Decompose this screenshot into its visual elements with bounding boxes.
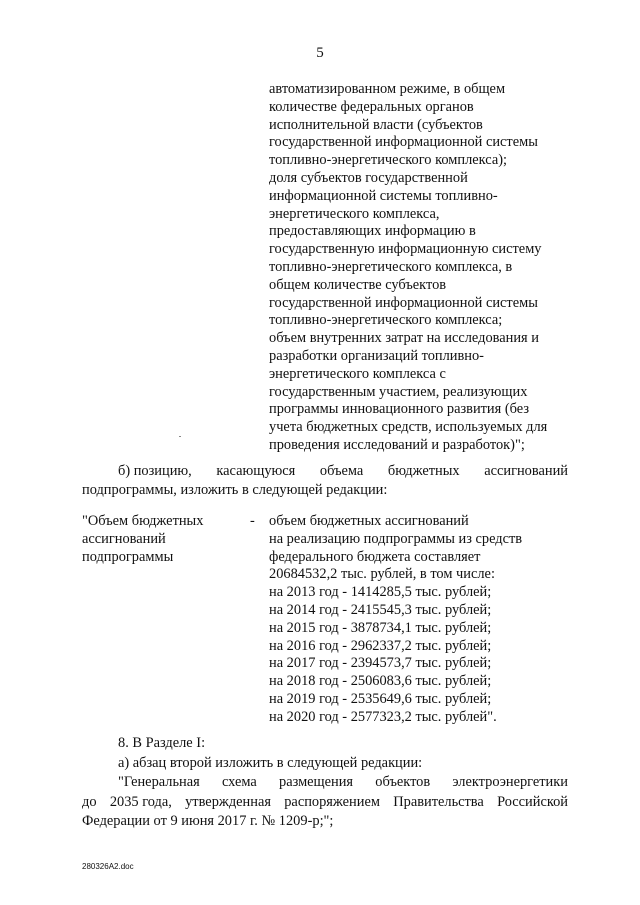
word: "Генеральная <box>118 774 200 790</box>
word: до <box>82 793 97 810</box>
paragraph-b-line1 <box>82 462 568 481</box>
word: объектов <box>375 774 431 790</box>
text-line: государственным участием, реализующих <box>269 383 528 400</box>
word: бюджетных <box>387 463 460 479</box>
word: касающуюся <box>216 463 296 479</box>
text-line: общем количестве субъектов <box>269 276 447 293</box>
text-line: разработки организаций топливно- <box>269 347 484 364</box>
paragraph-b-line2: подпрограммы, изложить в следующей редакции: <box>82 482 388 498</box>
text-line: энергетического комплекса, <box>269 205 440 222</box>
value-line: на 2014 год - 2415545,3 тыс. рублей; <box>269 601 492 618</box>
page-number: 5 <box>316 45 324 61</box>
word: объема <box>319 463 364 479</box>
word: ассигнований <box>484 463 568 479</box>
text-line: учета бюджетных средств, используемых для <box>269 419 548 436</box>
text-line: доля субъектов государственной <box>269 169 468 186</box>
file-footer: 280326A2.doc <box>82 862 134 871</box>
text-line: объем внутренних затрат на исследования и <box>269 330 539 347</box>
word: б) позицию, <box>118 463 192 479</box>
quote-line-1 <box>82 773 568 793</box>
word: схема <box>221 774 257 790</box>
section-heading: 8. В Разделе I: <box>118 735 206 751</box>
quote-line-3: Федерации от 9 июня 2017 г. № 1209-р;"; <box>82 813 334 829</box>
value-line: на 2018 год - 2506083,6 тыс. рублей; <box>269 673 492 690</box>
passport-value <box>269 513 569 727</box>
word: утвержденная <box>185 793 271 810</box>
text-line: программы инновационного развития (без <box>269 401 530 418</box>
text-line: исполнительной власти (субъектов <box>269 116 483 133</box>
label-line: ассигнований <box>82 530 166 547</box>
indicator-list <box>269 81 569 455</box>
text-line: проведения исследований и разработок)"; <box>269 436 525 453</box>
word: 2035 года, <box>109 793 172 810</box>
passport-label <box>82 513 252 566</box>
value-line: на 2015 год - 3878734,1 тыс. рублей; <box>269 619 492 636</box>
text-line: информационной системы топливно- <box>269 187 498 204</box>
value-line: 20684532,2 тыс. рублей, в том числе: <box>269 566 495 583</box>
value-line: объем бюджетных ассигнований <box>269 513 469 529</box>
word: распоряжением <box>284 793 380 810</box>
text-line: предоставляющих информацию в <box>269 223 476 240</box>
text-line: топливно-энергетического комплекса; <box>269 312 503 329</box>
word: электроэнергетики <box>452 774 568 790</box>
word: Правительства <box>393 793 484 810</box>
value-line: на 2016 год - 2962337,2 тыс. рублей; <box>269 637 492 654</box>
text-line: государственной информационной системы <box>269 294 538 311</box>
text-line: государственную информационную систему <box>269 241 542 258</box>
text-line: автоматизированном режиме, в общем <box>269 81 506 97</box>
value-line: на реализацию подпрограммы из средств <box>269 530 523 547</box>
passport-dash: - <box>250 513 255 529</box>
quote-line-2 <box>82 793 568 813</box>
value-line: на 2013 год - 1414285,5 тыс. рублей; <box>269 584 492 601</box>
label-line: подпрограммы <box>82 548 174 565</box>
section-item-a: а) абзац второй изложить в следующей редакции: <box>118 754 423 771</box>
text-line: государственной информационной системы <box>269 134 538 151</box>
text-line: энергетического комплекса с <box>269 365 446 382</box>
text-line: топливно-энергетического комплекса); <box>269 152 508 169</box>
text-line: топливно-энергетического комплекса, в <box>269 258 513 275</box>
value-line: на 2017 год - 2394573,7 тыс. рублей; <box>269 655 492 672</box>
word: Российской <box>497 793 568 810</box>
text-line: количестве федеральных органов <box>269 98 474 115</box>
word: размещения <box>279 774 354 790</box>
value-line: федерального бюджета составляет <box>269 548 481 565</box>
scan-speck <box>179 436 181 437</box>
value-line: на 2019 год - 2535649,6 тыс. рублей; <box>269 690 492 707</box>
label-line: "Объем бюджетных <box>82 513 204 529</box>
section-8 <box>82 734 568 832</box>
paragraph-b <box>82 462 568 500</box>
value-line: на 2020 год - 2577323,2 тыс. рублей". <box>269 708 497 725</box>
